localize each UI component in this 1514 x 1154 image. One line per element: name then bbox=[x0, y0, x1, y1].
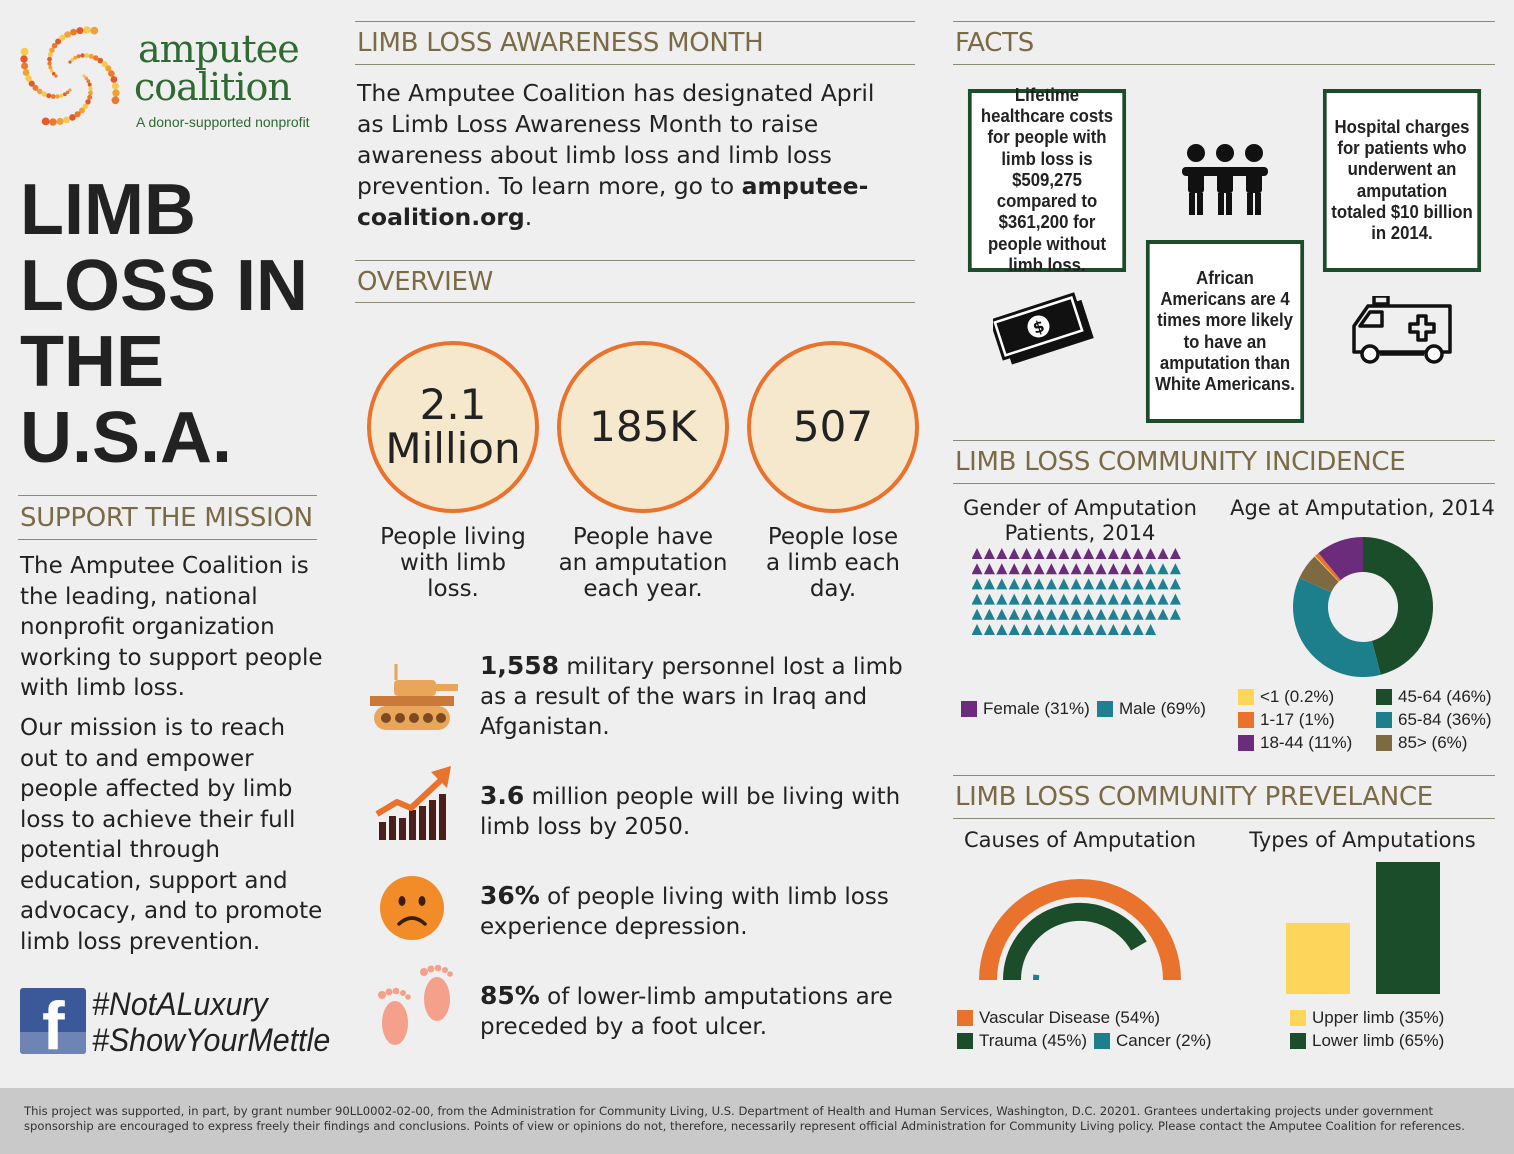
male-icon bbox=[1096, 594, 1107, 605]
svg-text:$: $ bbox=[1030, 316, 1047, 338]
male-icon bbox=[996, 624, 1007, 635]
male-icon bbox=[1145, 609, 1156, 620]
male-icon bbox=[1096, 624, 1107, 635]
divider bbox=[953, 440, 1495, 441]
legend-cancer: Cancer (2%) bbox=[1094, 1031, 1211, 1051]
divider bbox=[953, 775, 1495, 776]
male-icon bbox=[1158, 609, 1169, 620]
male-icon bbox=[1096, 578, 1107, 589]
logo-dot bbox=[84, 53, 89, 58]
logo-dot bbox=[77, 54, 81, 58]
hashtag-not-a-luxury[interactable]: #NotALuxury bbox=[92, 986, 268, 1022]
male-icon bbox=[1071, 578, 1082, 589]
headline-line-1: LIMB bbox=[20, 170, 196, 250]
female-icon bbox=[1021, 548, 1032, 559]
logo-dot bbox=[112, 83, 119, 90]
divider bbox=[355, 302, 915, 303]
bar-lower-limb bbox=[1376, 862, 1440, 994]
people-icon bbox=[1180, 143, 1270, 217]
female-icon bbox=[1096, 563, 1107, 574]
male-icon bbox=[1145, 578, 1156, 589]
logo-dot bbox=[88, 86, 92, 90]
awareness-link[interactable]: amputee-coalition.org bbox=[357, 172, 869, 231]
female-icon bbox=[1046, 548, 1057, 559]
female-icon bbox=[1058, 548, 1069, 559]
stat-circle-daily: 507 bbox=[747, 341, 919, 513]
legend-age-<1: <1 (0.2%) bbox=[1238, 687, 1334, 707]
stat-circle-living: 2.1 Million bbox=[367, 341, 539, 513]
logo-dot bbox=[63, 117, 70, 124]
male-icon bbox=[1046, 624, 1057, 635]
male-icon bbox=[996, 609, 1007, 620]
logo-dot bbox=[69, 114, 76, 121]
male-icon bbox=[1108, 609, 1119, 620]
male-icon bbox=[1021, 624, 1032, 635]
male-icon bbox=[1170, 578, 1181, 589]
stat-projection: 3.6 million people will be living with limb loss by 2050. bbox=[480, 781, 901, 840]
male-icon bbox=[1021, 578, 1032, 589]
male-icon bbox=[1083, 578, 1094, 589]
male-icon bbox=[972, 624, 983, 635]
male-icon bbox=[996, 594, 1007, 605]
legend-age-18-44: 18-44 (11%) bbox=[1238, 733, 1352, 753]
female-icon bbox=[1083, 563, 1094, 574]
divider bbox=[355, 260, 915, 261]
awareness-title: LIMB LOSS AWARENESS MONTH bbox=[357, 28, 764, 58]
prevalence-title: LIMB LOSS COMMUNITY PREVELANCE bbox=[955, 782, 1433, 812]
logo-dot bbox=[88, 90, 93, 95]
male-icon bbox=[1108, 578, 1119, 589]
male-icon bbox=[1096, 609, 1107, 620]
logo-dot bbox=[90, 27, 98, 35]
stat-military: 1,558 military personnel lost a limb as a result of the wars in Iraq and Afganistan. bbox=[480, 651, 903, 740]
male-icon bbox=[1108, 624, 1119, 635]
female-icon bbox=[1145, 548, 1156, 559]
fact-african-americans: African Americans are 4 times more likely to have an amputation than White Americans. bbox=[1146, 240, 1304, 423]
fact-healthcare-costs: Lifetime healthcare costs for people with limb loss is $509,275 compared to $361,200 for people without limb loss. bbox=[968, 89, 1126, 272]
types-bar-chart bbox=[1270, 856, 1470, 996]
female-icon bbox=[1071, 563, 1082, 574]
female-icon bbox=[1108, 563, 1119, 574]
female-icon bbox=[1108, 548, 1119, 559]
legend-lower-limb: Lower limb (65%) bbox=[1290, 1031, 1444, 1051]
logo-dot bbox=[77, 27, 84, 34]
female-icon bbox=[972, 548, 983, 559]
logo-dot bbox=[112, 89, 119, 96]
causes-chart-title: Causes of Amputation bbox=[963, 828, 1197, 852]
male-icon bbox=[1083, 609, 1094, 620]
logo-name-line1: amputee bbox=[138, 27, 299, 71]
legend-vascular: Vascular Disease (54%) bbox=[957, 1008, 1160, 1028]
male-icon bbox=[1158, 578, 1169, 589]
male-icon bbox=[1009, 594, 1020, 605]
male-icon bbox=[1009, 578, 1020, 589]
logo-dot bbox=[73, 56, 77, 60]
male-icon bbox=[1120, 624, 1131, 635]
male-icon bbox=[1071, 594, 1082, 605]
age-chart-title: Age at Amputation, 2014 bbox=[1230, 496, 1495, 520]
male-icon bbox=[1071, 609, 1082, 620]
sad-face-icon bbox=[379, 875, 445, 941]
male-icon bbox=[1170, 594, 1181, 605]
gender-pictogram-chart bbox=[972, 548, 1187, 693]
male-icon bbox=[1046, 578, 1057, 589]
male-icon bbox=[1021, 594, 1032, 605]
legend-age-65-84: 65-84 (36%) bbox=[1376, 710, 1492, 730]
male-icon bbox=[1058, 594, 1069, 605]
incidence-title: LIMB LOSS COMMUNITY INCIDENCE bbox=[955, 447, 1406, 477]
logo-dot bbox=[49, 118, 56, 125]
logo-dot bbox=[112, 96, 120, 104]
male-icon bbox=[1145, 594, 1156, 605]
female-icon bbox=[1034, 548, 1045, 559]
male-icon bbox=[1009, 624, 1020, 635]
male-icon bbox=[1034, 624, 1045, 635]
male-icon bbox=[984, 578, 995, 589]
logo-dot bbox=[21, 48, 29, 56]
fact-hospital-charges: Hospital charges for patients who underwent an amputation totaled $10 billion in 2014. bbox=[1323, 89, 1481, 272]
legend-male: Male (69%) bbox=[1097, 699, 1206, 719]
legend-trauma: Trauma (45%) bbox=[957, 1031, 1087, 1051]
male-icon bbox=[1046, 609, 1057, 620]
logo-mark-icon bbox=[14, 20, 126, 132]
types-chart-title: Types of Amputations bbox=[1249, 828, 1476, 852]
logo-dot bbox=[46, 93, 51, 98]
logo-tagline: A donor-supported nonprofit bbox=[136, 114, 310, 130]
female-icon bbox=[1096, 548, 1107, 559]
female-icon bbox=[984, 563, 995, 574]
female-icon bbox=[1071, 548, 1082, 559]
logo-dot bbox=[86, 79, 90, 83]
page-headline bbox=[20, 172, 340, 476]
female-icon bbox=[984, 548, 995, 559]
logo-dot bbox=[108, 70, 115, 77]
bar-upper-limb bbox=[1286, 923, 1350, 994]
ambulance-icon bbox=[1350, 296, 1454, 366]
female-icon bbox=[996, 548, 1007, 559]
divider bbox=[953, 64, 1495, 65]
logo-dot bbox=[88, 83, 92, 87]
overview-title: OVERVIEW bbox=[357, 267, 494, 297]
male-icon bbox=[1120, 594, 1131, 605]
stat-foot-ulcer: 85% of lower-limb amputations are preceded by a foot ulcer. bbox=[480, 981, 893, 1040]
male-icon bbox=[1021, 609, 1032, 620]
cause-arc-trauma bbox=[1012, 912, 1139, 980]
awareness-text: The Amputee Coalition has designated April as Limb Loss Awareness Month to raise awareness about limb loss and limb loss prevention. To learn more, go to amputee-coalition.org. bbox=[357, 79, 875, 231]
stat-caption-daily: People lose a limb each day. bbox=[766, 524, 900, 602]
divider bbox=[18, 539, 317, 540]
logo-dot bbox=[48, 52, 53, 57]
male-icon bbox=[1034, 578, 1045, 589]
logo-dot bbox=[89, 54, 94, 59]
female-icon bbox=[1158, 548, 1169, 559]
footprints-icon bbox=[370, 965, 462, 1051]
age-slice-65-84 bbox=[1293, 578, 1381, 677]
logo-dot bbox=[63, 92, 67, 96]
female-icon bbox=[1120, 563, 1131, 574]
support-title: SUPPORT THE MISSION bbox=[20, 503, 313, 533]
male-icon bbox=[1083, 594, 1094, 605]
male-icon bbox=[1046, 594, 1057, 605]
male-icon bbox=[972, 578, 983, 589]
male-icon bbox=[1034, 594, 1045, 605]
logo-dot bbox=[48, 65, 52, 69]
male-icon bbox=[996, 578, 1007, 589]
age-donut-chart bbox=[1290, 534, 1436, 680]
divider bbox=[953, 483, 1495, 484]
hashtag-show-your-mettle[interactable]: #ShowYourMettle bbox=[92, 1022, 331, 1058]
causes-radial-chart bbox=[975, 868, 1185, 988]
male-icon bbox=[1009, 609, 1020, 620]
female-icon bbox=[1120, 548, 1131, 559]
logo-dot bbox=[42, 118, 50, 126]
support-para-2: Our mission is to reach out to and empower people affected by limb loss to achieve their full potential through education, support and advocacy, and to promote limb loss prevention. bbox=[20, 715, 323, 955]
logo-dot bbox=[47, 57, 52, 62]
stat-caption-living: People living with limb loss. bbox=[380, 524, 526, 602]
male-icon bbox=[1120, 578, 1131, 589]
growth-chart-icon bbox=[375, 766, 455, 842]
male-icon bbox=[984, 624, 995, 635]
female-icon bbox=[1046, 563, 1057, 574]
logo-dot bbox=[57, 118, 64, 125]
divider bbox=[953, 21, 1495, 22]
female-icon bbox=[1021, 563, 1032, 574]
legend-age-85>: 85> (6%) bbox=[1376, 733, 1467, 753]
male-icon bbox=[1133, 578, 1144, 589]
male-icon bbox=[1058, 578, 1069, 589]
logo-dot bbox=[20, 55, 27, 62]
logo-dot bbox=[70, 29, 77, 36]
male-icon bbox=[1170, 609, 1181, 620]
facebook-icon[interactable]: f bbox=[20, 988, 86, 1054]
female-icon bbox=[1058, 563, 1069, 574]
headline-line-4: U.S.A. bbox=[20, 398, 233, 478]
male-icon bbox=[1133, 594, 1144, 605]
logo-dot bbox=[51, 94, 56, 99]
male-icon bbox=[1158, 563, 1169, 574]
logo[interactable] bbox=[14, 20, 324, 135]
male-icon bbox=[1133, 624, 1144, 635]
female-icon bbox=[1133, 548, 1144, 559]
logo-dot bbox=[25, 75, 32, 82]
logo-dot bbox=[59, 94, 63, 98]
male-icon bbox=[1058, 624, 1069, 635]
male-icon bbox=[984, 594, 995, 605]
male-icon bbox=[1108, 594, 1119, 605]
legend-age-45-64: 45-64 (46%) bbox=[1376, 687, 1492, 707]
facts-title: FACTS bbox=[955, 28, 1034, 58]
legend-upper-limb: Upper limb (35%) bbox=[1290, 1008, 1444, 1028]
male-icon bbox=[1058, 609, 1069, 620]
female-icon bbox=[1009, 563, 1020, 574]
female-icon bbox=[996, 563, 1007, 574]
male-icon bbox=[1133, 609, 1144, 620]
male-icon bbox=[1034, 609, 1045, 620]
male-icon bbox=[1145, 563, 1156, 574]
stat-circle-yearly: 185K bbox=[557, 341, 729, 513]
logo-dot bbox=[23, 69, 30, 76]
stat-caption-yearly: People have an amputation each year. bbox=[558, 524, 728, 602]
male-icon bbox=[1120, 609, 1131, 620]
support-para-1: The Amputee Coalition is the leading, national nonprofit organization working to support people with limb loss. bbox=[20, 553, 323, 701]
logo-dot bbox=[47, 61, 51, 65]
logo-dot bbox=[87, 95, 92, 100]
male-icon bbox=[1170, 563, 1181, 574]
divider bbox=[953, 818, 1495, 819]
logo-dot bbox=[111, 76, 118, 83]
logo-dot bbox=[64, 31, 71, 38]
headline-line-2: LOSS IN bbox=[20, 246, 309, 326]
female-icon bbox=[1009, 548, 1020, 559]
divider bbox=[355, 64, 915, 65]
female-icon bbox=[1133, 563, 1144, 574]
tank-icon bbox=[366, 660, 462, 740]
logo-dot bbox=[50, 69, 54, 73]
logo-dot bbox=[21, 63, 28, 70]
logo-dot bbox=[83, 26, 90, 33]
male-icon bbox=[972, 609, 983, 620]
divider bbox=[18, 495, 317, 496]
female-icon bbox=[1170, 548, 1181, 559]
legend-age-1-17: 1-17 (1%) bbox=[1238, 710, 1335, 730]
male-icon bbox=[1083, 624, 1094, 635]
female-icon bbox=[1034, 563, 1045, 574]
male-icon bbox=[1158, 594, 1169, 605]
money-icon bbox=[993, 290, 1101, 370]
gender-chart-title: Gender of Amputation Patients, 2014 bbox=[963, 496, 1197, 545]
logo-name-line2: coalition bbox=[134, 65, 291, 109]
male-icon bbox=[1071, 624, 1082, 635]
footer-disclaimer: This project was supported, in part, by grant number 90LL0002-02-00, from the Administration for Community Living, U.S. Department of Health and Human Services, Washington, D.C. 20201. Grantees undertaking projects under government sponsorship are encouraged to express freely their findings and conclusions. Points of view or opinions do not, therefore, necessarily represent official Administration for Community Living policy. Please contact the Amputee Coalition for references. bbox=[0, 1088, 1514, 1154]
logo-dot bbox=[55, 94, 59, 98]
headline-line-3: THE bbox=[20, 322, 164, 402]
female-icon bbox=[1083, 548, 1094, 559]
divider bbox=[355, 21, 915, 22]
male-icon bbox=[984, 609, 995, 620]
legend-female: Female (31%) bbox=[961, 699, 1090, 719]
stat-depression: 36% of people living with limb loss experience depression. bbox=[480, 881, 889, 940]
logo-dot bbox=[80, 53, 84, 57]
male-icon bbox=[1145, 624, 1156, 635]
female-icon bbox=[972, 563, 983, 574]
male-icon bbox=[972, 594, 983, 605]
